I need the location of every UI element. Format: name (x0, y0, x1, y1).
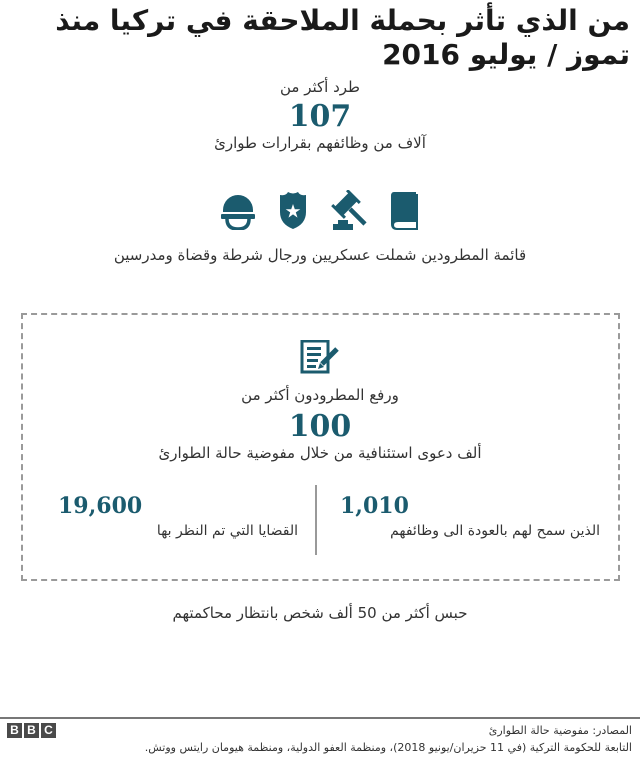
stat-reinstated-label: الذين سمح لهم بالعودة الى وظائفهم (390, 523, 600, 539)
dismissed-lead: طرد أكثر من (280, 78, 360, 96)
stat-reviewed-number: 19,600 (58, 493, 143, 519)
sources-note (145, 722, 632, 756)
dismissed-section (0, 78, 640, 152)
appeals-lead: ورفع المطرودون أكثر من (241, 386, 399, 404)
detained-wrapper (0, 604, 640, 622)
appeals-section (0, 386, 640, 462)
bbc-logo-letter: B (24, 723, 39, 738)
profession-icons (0, 190, 640, 230)
appeals-sub: ألف دعوى استئنافية من خلال مفوضية حالة الطوارئ (158, 444, 482, 462)
bbc-logo-letter: B (7, 723, 22, 738)
police-badge-icon (278, 190, 308, 230)
stat-reinstated (340, 493, 600, 539)
infographic-title: من الذي تأثر بحملة الملاحقة في تركيا منذ تموز / يوليو 2016 (55, 4, 630, 71)
stat-reviewed (58, 493, 298, 539)
dismissed-sub: آلاف من وظائفهم بقرارات طوارئ (214, 134, 426, 152)
gavel-icon (330, 190, 368, 230)
detained-text: حبس أكثر من 50 ألف شخص بانتظار محاكمتهم (172, 604, 468, 622)
document-edit-icon (300, 340, 340, 378)
stats-divider (315, 485, 317, 555)
bbc-logo (7, 723, 56, 738)
bbc-logo-letter: C (41, 723, 56, 738)
book-icon (390, 190, 420, 230)
military-helmet-icon (220, 190, 256, 230)
stat-reviewed-label: القضايا التي تم النظر بها (156, 523, 298, 539)
sources-line-2: التابعة للحكومة التركية (في 11 حزيران/يونيو 2018)، ومنظمة العفو الدولية، ومنظمة هيومان رايتس ووتش. (144, 741, 632, 754)
footer-divider (0, 717, 640, 719)
dismissed-number: 107 (288, 99, 352, 134)
icons-caption-wrapper (0, 246, 640, 264)
icons-caption: قائمة المطرودين شملت عسكريين ورجال شرطة وقضاة ومدرسين (113, 246, 527, 264)
stat-reinstated-number: 1,010 (340, 493, 409, 519)
appeals-number: 100 (288, 409, 352, 444)
sources-line-1: المصادر: مفوضية حالة الطوارئ (488, 724, 632, 737)
